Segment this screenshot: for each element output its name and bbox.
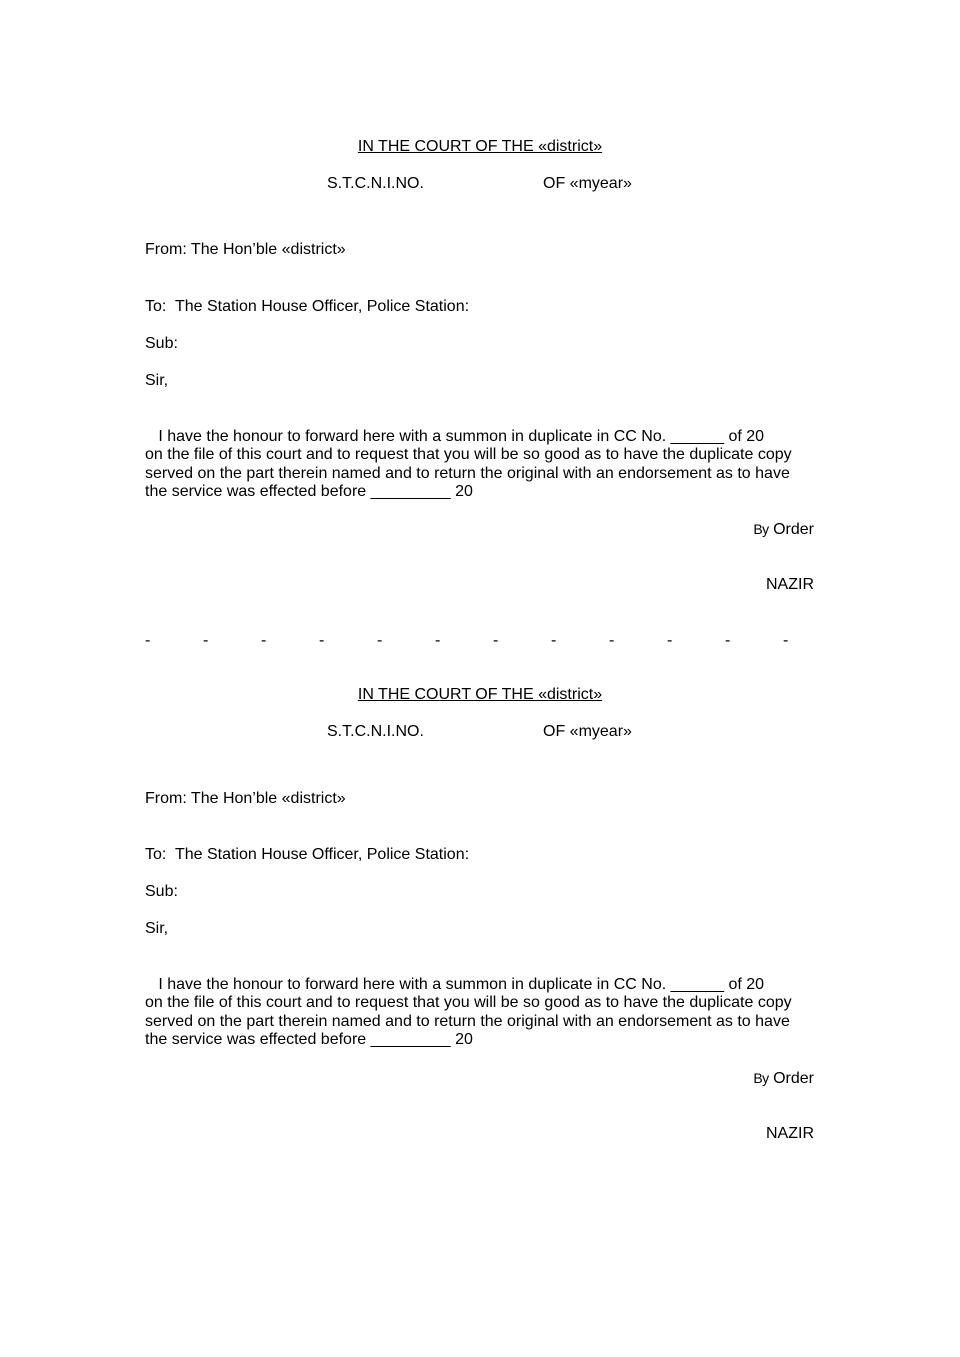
body-line-3: served on the part therein named and to return the original with an endorsement as to have (145, 1012, 790, 1030)
by-label: By (753, 1070, 769, 1086)
separator-dash: - (493, 632, 499, 649)
case-number-label: S.T.C.N.I.NO. (327, 175, 424, 192)
to-line: To: The Station House Officer, Police Station: (145, 846, 470, 863)
separator-dash: - (609, 632, 615, 649)
separator-dash: - (783, 632, 789, 649)
order-label: Order (768, 521, 814, 538)
separator-dash: - (667, 632, 673, 649)
order-label: Order (768, 1070, 814, 1087)
separator-dash: - (145, 632, 151, 649)
body-line-2: on the file of this court and to request that you will be so good as to have the duplicate copy (145, 994, 792, 1012)
subject-line: Sub: (145, 883, 178, 900)
from-line: From: The Hon’ble «district» (145, 241, 346, 258)
body-line-1: I have the honour to forward here with a summon in duplicate in CC No. ______ of 20 (145, 428, 765, 445)
letter-body (145, 428, 825, 501)
signatory: NAZIR (766, 1125, 814, 1142)
separator-dash: - (377, 632, 383, 649)
separator-dash: - (203, 632, 209, 649)
separator-dash: - (261, 632, 267, 649)
body-line-2: on the file of this court and to request that you will be so good as to have the duplicate copy (145, 446, 792, 464)
by-label: By (753, 521, 769, 537)
case-year-label: OF «myear» (543, 723, 632, 740)
separator-dash: - (319, 632, 325, 649)
separator-dash: - (725, 632, 731, 649)
body-line-1: I have the honour to forward here with a summon in duplicate in CC No. ______ of 20 (145, 976, 765, 993)
separator-dash: - (551, 632, 557, 649)
signatory: NAZIR (766, 576, 814, 593)
by-order (753, 520, 814, 539)
body-line-4: the service was effected before _________ 20 (145, 482, 473, 500)
body-line-4: the service was effected before _________ 20 (145, 1030, 473, 1048)
court-title: IN THE COURT OF THE «district» (357, 686, 603, 703)
case-year-label: OF «myear» (543, 175, 632, 192)
separator-dash: - (435, 632, 441, 649)
letter-body (145, 976, 825, 1049)
subject-line: Sub: (145, 335, 178, 352)
from-line: From: The Hon’ble «district» (145, 790, 346, 807)
body-line-3: served on the part therein named and to return the original with an endorsement as to have (145, 464, 790, 482)
by-order (753, 1069, 814, 1088)
salutation: Sir, (145, 372, 169, 389)
salutation: Sir, (145, 920, 169, 937)
case-number-label: S.T.C.N.I.NO. (327, 723, 424, 740)
court-title: IN THE COURT OF THE «district» (357, 138, 603, 155)
to-line: To: The Station House Officer, Police Station: (145, 298, 470, 315)
